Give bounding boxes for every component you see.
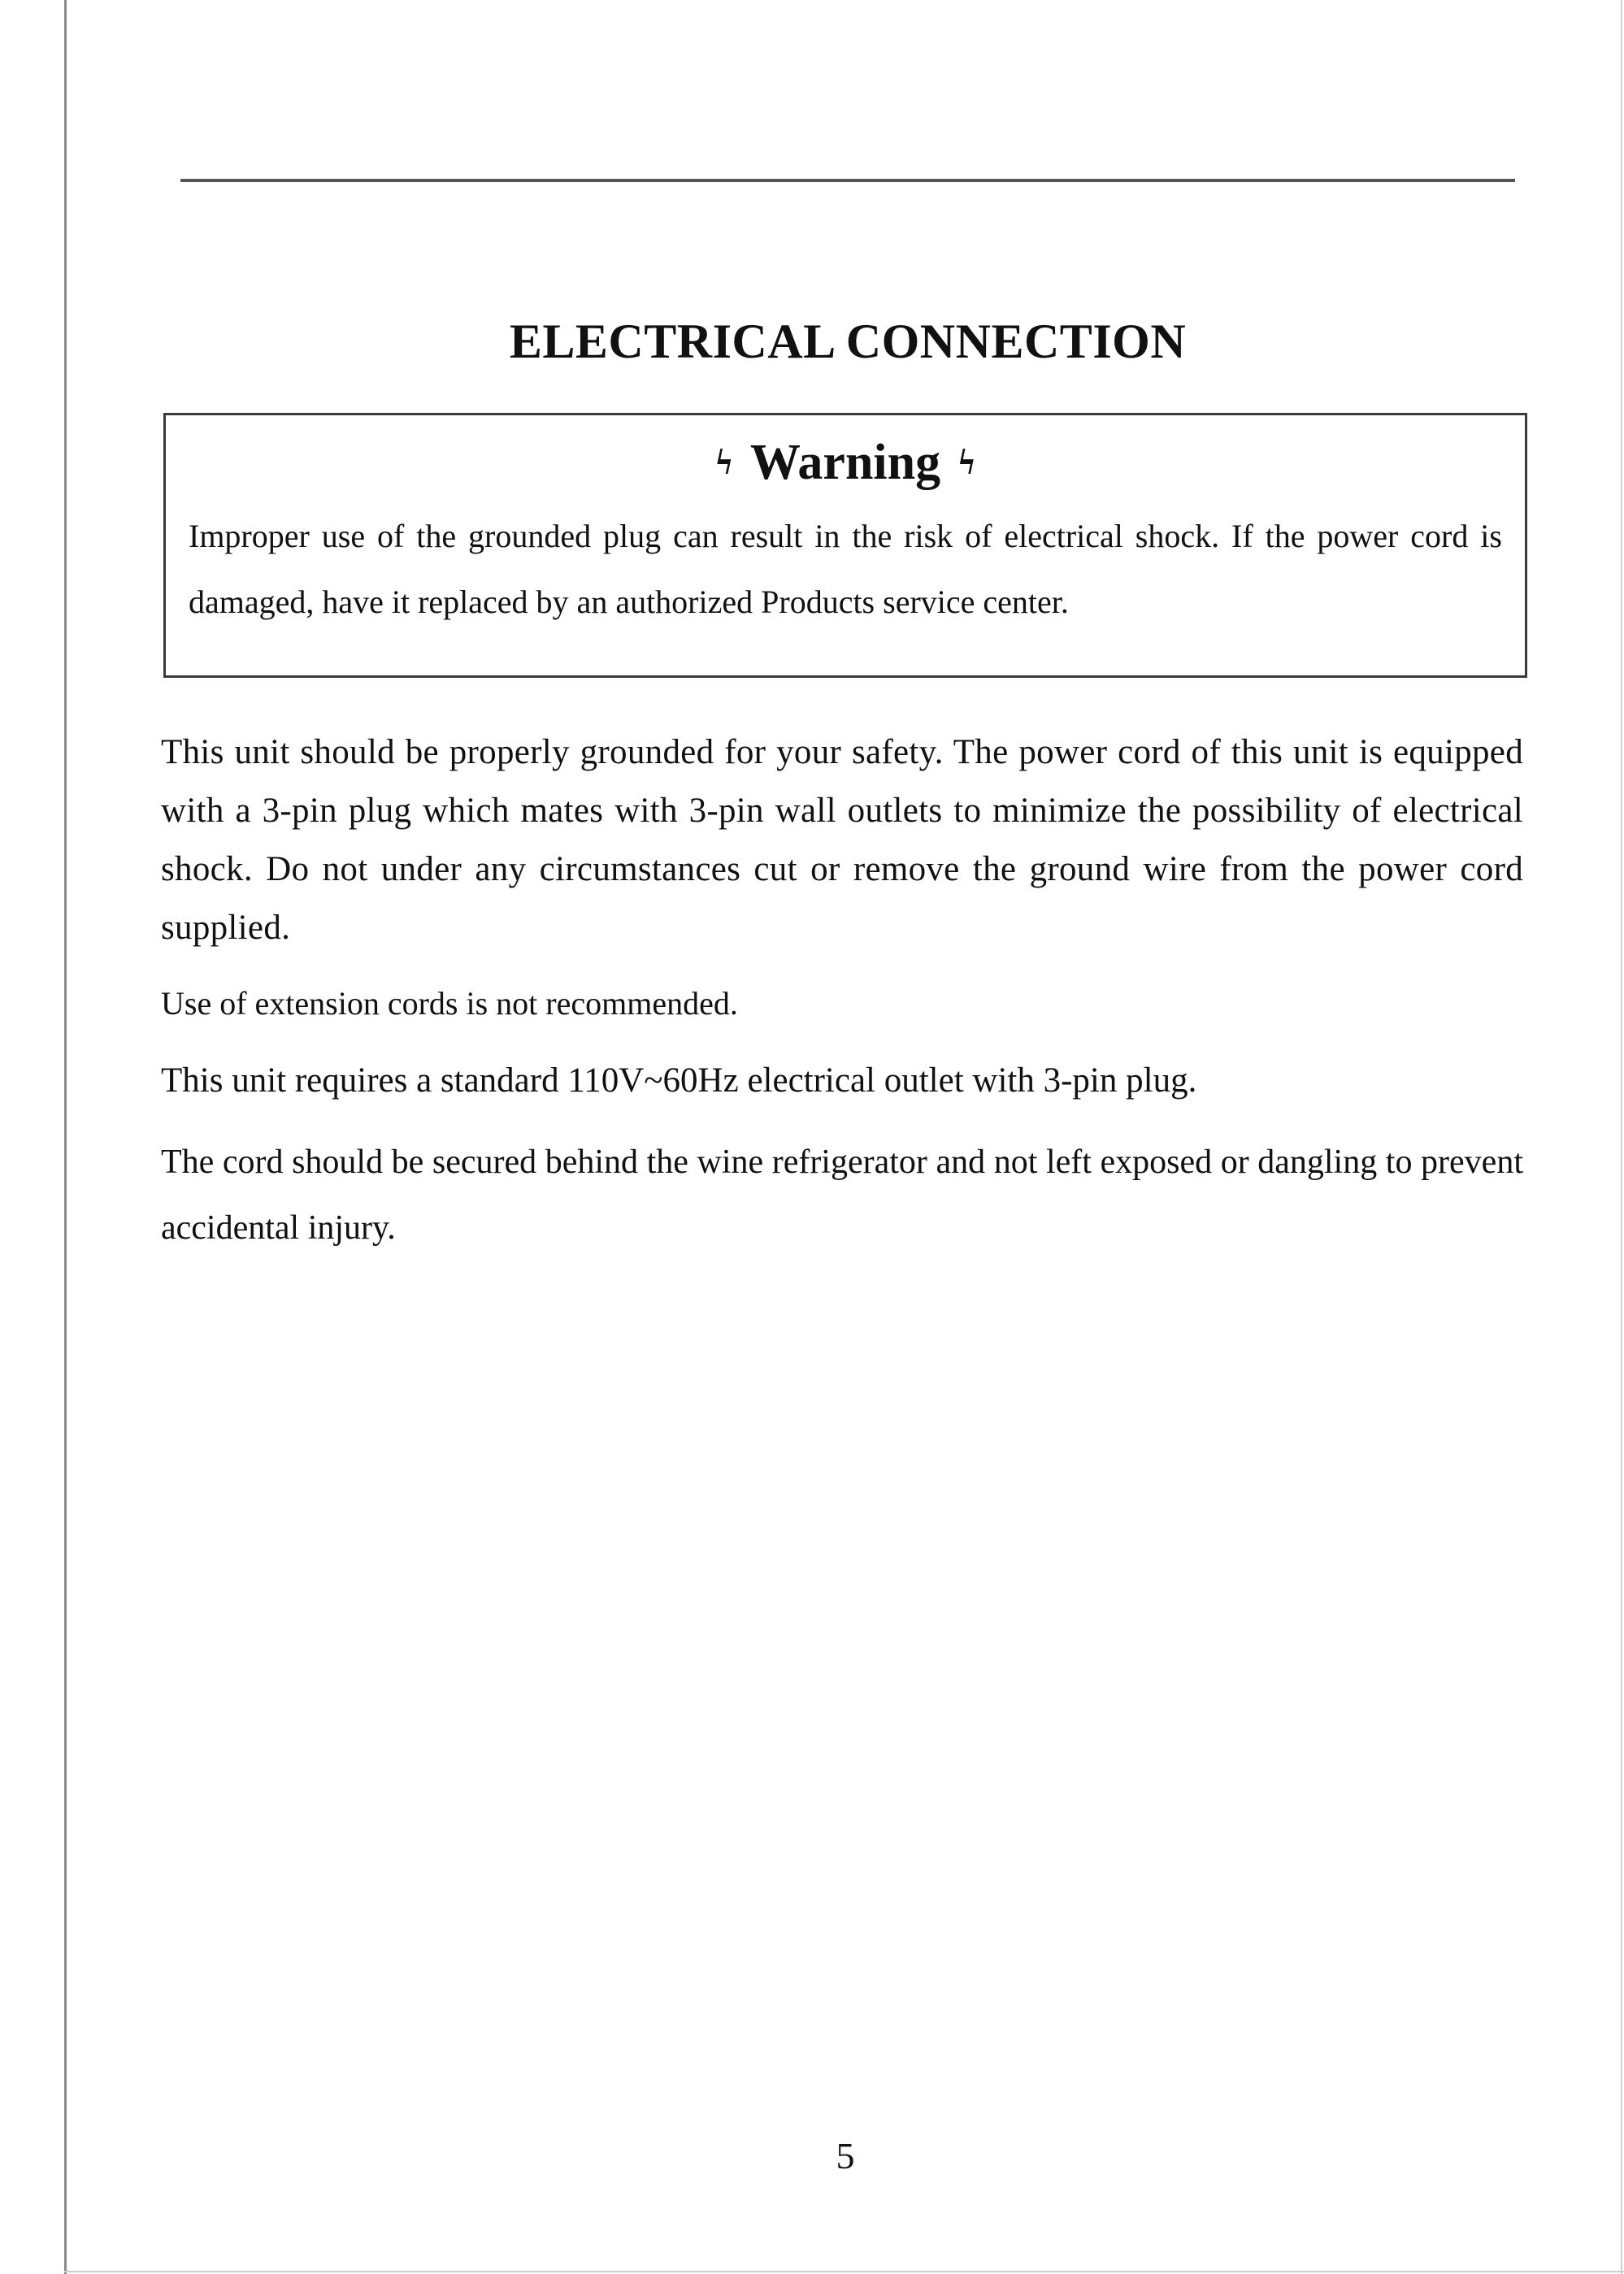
paragraph-cord-securing: The cord should be secured behind the wine refrigerator and not left exposed or dangling to prevent accidental injury. [161,1144,1523,1247]
page-bottom-border [64,2271,1624,2272]
warning-heading [166,432,1525,498]
header-rule [180,179,1515,182]
page-title: ELECTRICAL CONNECTION [509,315,1187,369]
warning-heading-label: Warning [749,435,941,490]
warning-text: Improper use of the grounded plug can result in the risk of electrical shock. If the power cord is damaged, have it replaced by an authorized Products service center. [189,518,1502,620]
warning-box [163,413,1527,678]
lightning-bolt-icon: ϟ [715,441,732,482]
paragraph-extension-cords: Use of extension cords is not recommended. [161,985,738,1022]
page-right-border [1621,0,1622,2274]
paragraph-grounding: This unit should be properly grounded for your safety. The power cord of this unit is equipped with a 3-pin plug which mates with 3-pin wall outlets to minimize the possibility of electrical shock. Do not under any circumstances cut or remove the ground wire from the power cord supplied. [161,733,1523,947]
lightning-bolt-icon: ϟ [958,441,975,482]
page-left-border [64,0,67,2274]
paragraph-outlet-requirement: This unit requires a standard 110V~60Hz electrical outlet with 3-pin plug. [161,1061,1197,1100]
page-number: 5 [836,2135,855,2176]
